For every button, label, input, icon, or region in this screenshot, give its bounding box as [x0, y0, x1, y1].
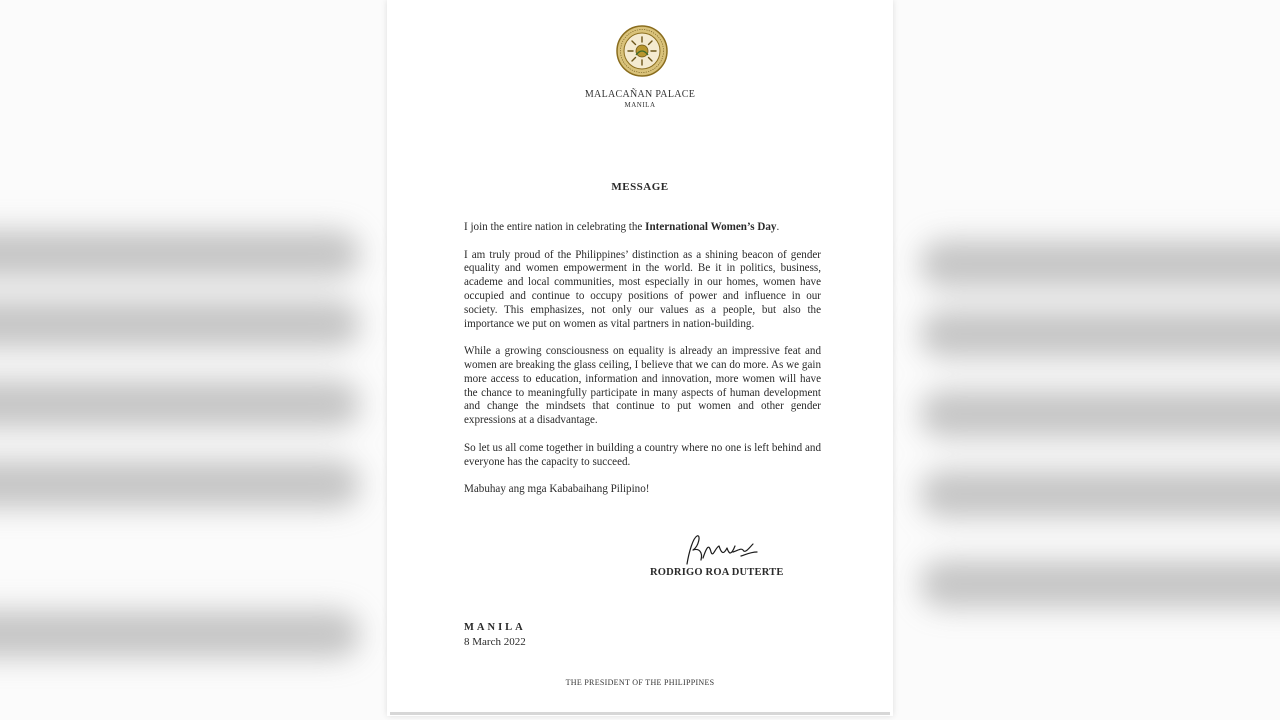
handwritten-signature [683, 530, 761, 570]
paragraph-2: I am truly proud of the Philippines’ distinction as a shining beacon of gender equality and women empowerment in the world. Be it in politics, business, academe and local communities, most especially in our homes, women have occupied and continue to occupy positions of power and influence in our society. This emphasizes, not only our values as a people, but also the importance we put on women as vital partners in nation-building. [464, 248, 821, 330]
paragraph-5: Mabuhay ang mga Kababaihang Pilipino! [464, 483, 650, 496]
footer-office: THE PRESIDENT OF THE PHILIPPINES [565, 678, 715, 687]
presidential-seal-icon [616, 25, 668, 77]
signatory-name: RODRIGO ROA DUTERTE [650, 567, 784, 578]
closing-date: 8 March 2022 [464, 636, 526, 648]
page-bottom-edge [390, 712, 890, 715]
paragraph-4: So let us all come together in building a country where no one is left behind and everyone has the capacity to succeed. [464, 441, 821, 468]
palace-name: MALACAÑAN PALACE [584, 89, 696, 100]
message-body [464, 221, 821, 511]
paragraph-3: While a growing consciousness on equality is already an impressive feat and women are breaking the glass ceiling, I believe that we can do more. As we gain more access to education, information and innovation, more women will have the chance to meaningfully participate in many aspects of human development and change the mindsets that continue to put women and other gender expressions at a disadvantage. [464, 345, 821, 427]
event-name: International Women’s Day [645, 221, 777, 233]
paragraph-1: I join the entire nation in celebrating the International Women’s Day. [464, 221, 780, 233]
closing-place: MANILA [464, 622, 526, 633]
palace-city: MANILA [624, 101, 656, 109]
blurred-background-right [880, 0, 1280, 720]
letter-page [387, 0, 893, 716]
message-title: MESSAGE [611, 181, 669, 193]
blurred-background-left [0, 0, 400, 720]
